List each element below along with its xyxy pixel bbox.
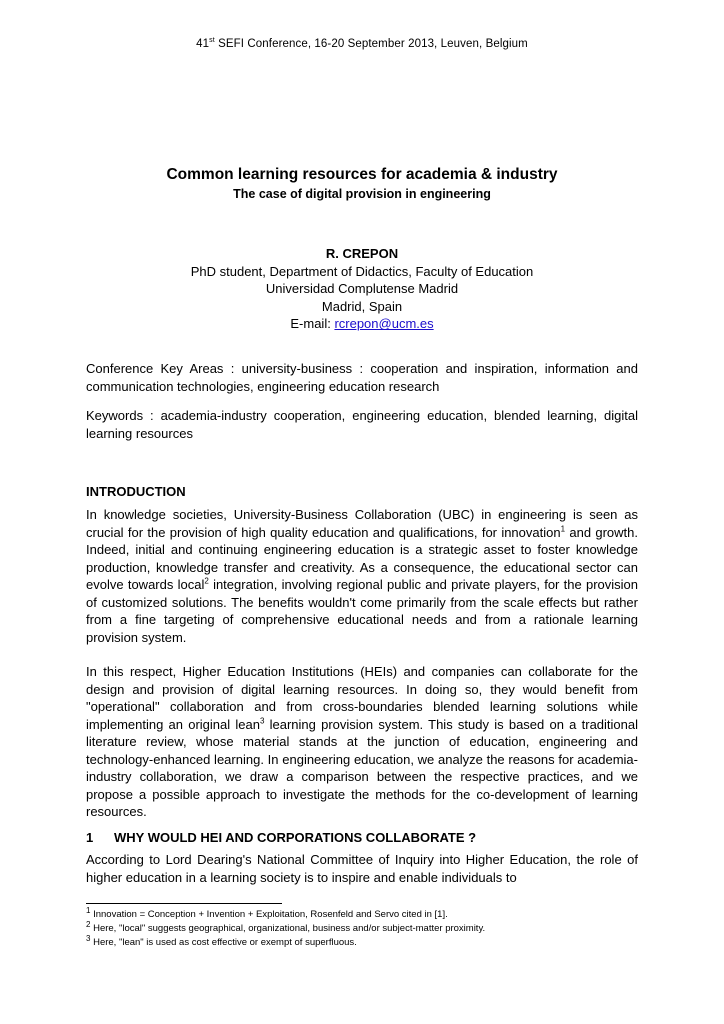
footnote-mark: 3 [86,933,91,943]
author-name: R. CREPON [325,246,399,261]
footnote-text: Innovation = Conception + Invention + Exploitation, Rosenfeld and Servo cited in [1]. [90,909,448,920]
intro-p1-part-b: and growth. Indeed, initial and continuing engineering education is a strategic asset to foster knowledge production, knowledge transfer and creativity. As a consequence, the educational sector can evolve towards local [86,524,639,592]
intro-p1-part-c: integration, involving regional public and private players, for the provision of customized solutions. The benefits wouldn't come primarily from the scale effects but rather from a fine targeting of comprehensive educational needs and from a rationale learning provision system. [86,577,638,645]
footnote-ref-2: 2 [204,576,209,586]
section-1-text: According to Lord Dearing's National Committee of Inquiry into Higher Education, the role of higher education in a learning society is to inspire and enable individuals to [86,852,638,885]
author-affiliation: PhD student, Department of Didactics, Faculty of Education [190,263,534,279]
author-block [0,245,724,333]
header-number: 41 [196,38,210,50]
paper-subtitle: The case of digital provision in engineering [233,187,491,201]
footnote-3 [86,933,646,950]
footnote-text: Here, "local" suggests geographical, organizational, business and/or subject-matter proximity. [90,923,486,934]
intro-p2-part-b: learning provision system. This study is based on a traditional literature review, whose material stands at the junction of education, engineering and technology-enhanced learning. In engineering education, we analyze the reasons for academia-industry collaboration, we draw a comparison between the respective practices, and we propose a possible approach to investigate the methods for the co-development of learning resources. [86,716,638,819]
footnote-divider [86,903,282,904]
footnote-ref-3: 3 [259,716,265,726]
conference-key-areas [86,360,638,395]
header-text: SEFI Conference, 16-20 September 2013, Leuven, Belgium [214,38,528,50]
conference-header [0,38,724,50]
section-1-heading [86,830,476,845]
footnote-text: Here, "lean" is used as cost effective or exempt of superfluous. [90,937,357,948]
title-block [0,165,724,203]
keywords-text: Keywords : academia-industry cooperation, engineering education, blended learning, digital learning resources [86,408,638,441]
footnote-1 [86,905,646,922]
intro-p1-part-a: In knowledge societies, University-Business Collaboration (UBC) in engineering is seen as crucial for the provision of high quality education and qualifications, for innovation [86,507,638,540]
author-location: Madrid, Spain [321,298,403,314]
author-email-line [0,315,724,333]
introduction-paragraph-2 [86,663,638,821]
footnotes [86,905,646,950]
header-ordinal-suffix: st [209,37,215,45]
footnote-ref-1: 1 [560,524,566,534]
paper-title: Common learning resources for academia & industry [166,166,558,183]
introduction-paragraph-1 [86,506,638,646]
key-areas-text: Conference Key Areas : university-business : cooperation and inspiration, information and communication technologies, engineering education research [86,361,638,394]
author-university: Universidad Complutense Madrid [265,281,459,297]
section-1-paragraph [86,851,638,886]
intro-p2-part-a: In this respect, Higher Education Institutions (HEIs) and companies can collaborate for the design and provision of digital learning resources. In doing so, they would benefit from "operational" collaboration and from cross-boundaries blended learning solutions while implementing an original lean [86,664,638,732]
introduction-heading: INTRODUCTION [86,484,186,499]
footnote-mark: 2 [86,919,91,929]
email-link[interactable]: rcrepon@ucm.es [334,316,434,332]
footnote-2 [86,919,646,936]
section-title: WHY WOULD HEI AND CORPORATIONS COLLABORATE ? [114,830,477,845]
email-label: E-mail: [290,316,335,332]
keywords [86,407,638,442]
section-number: 1 [86,830,94,845]
footnote-mark: 1 [86,905,91,915]
